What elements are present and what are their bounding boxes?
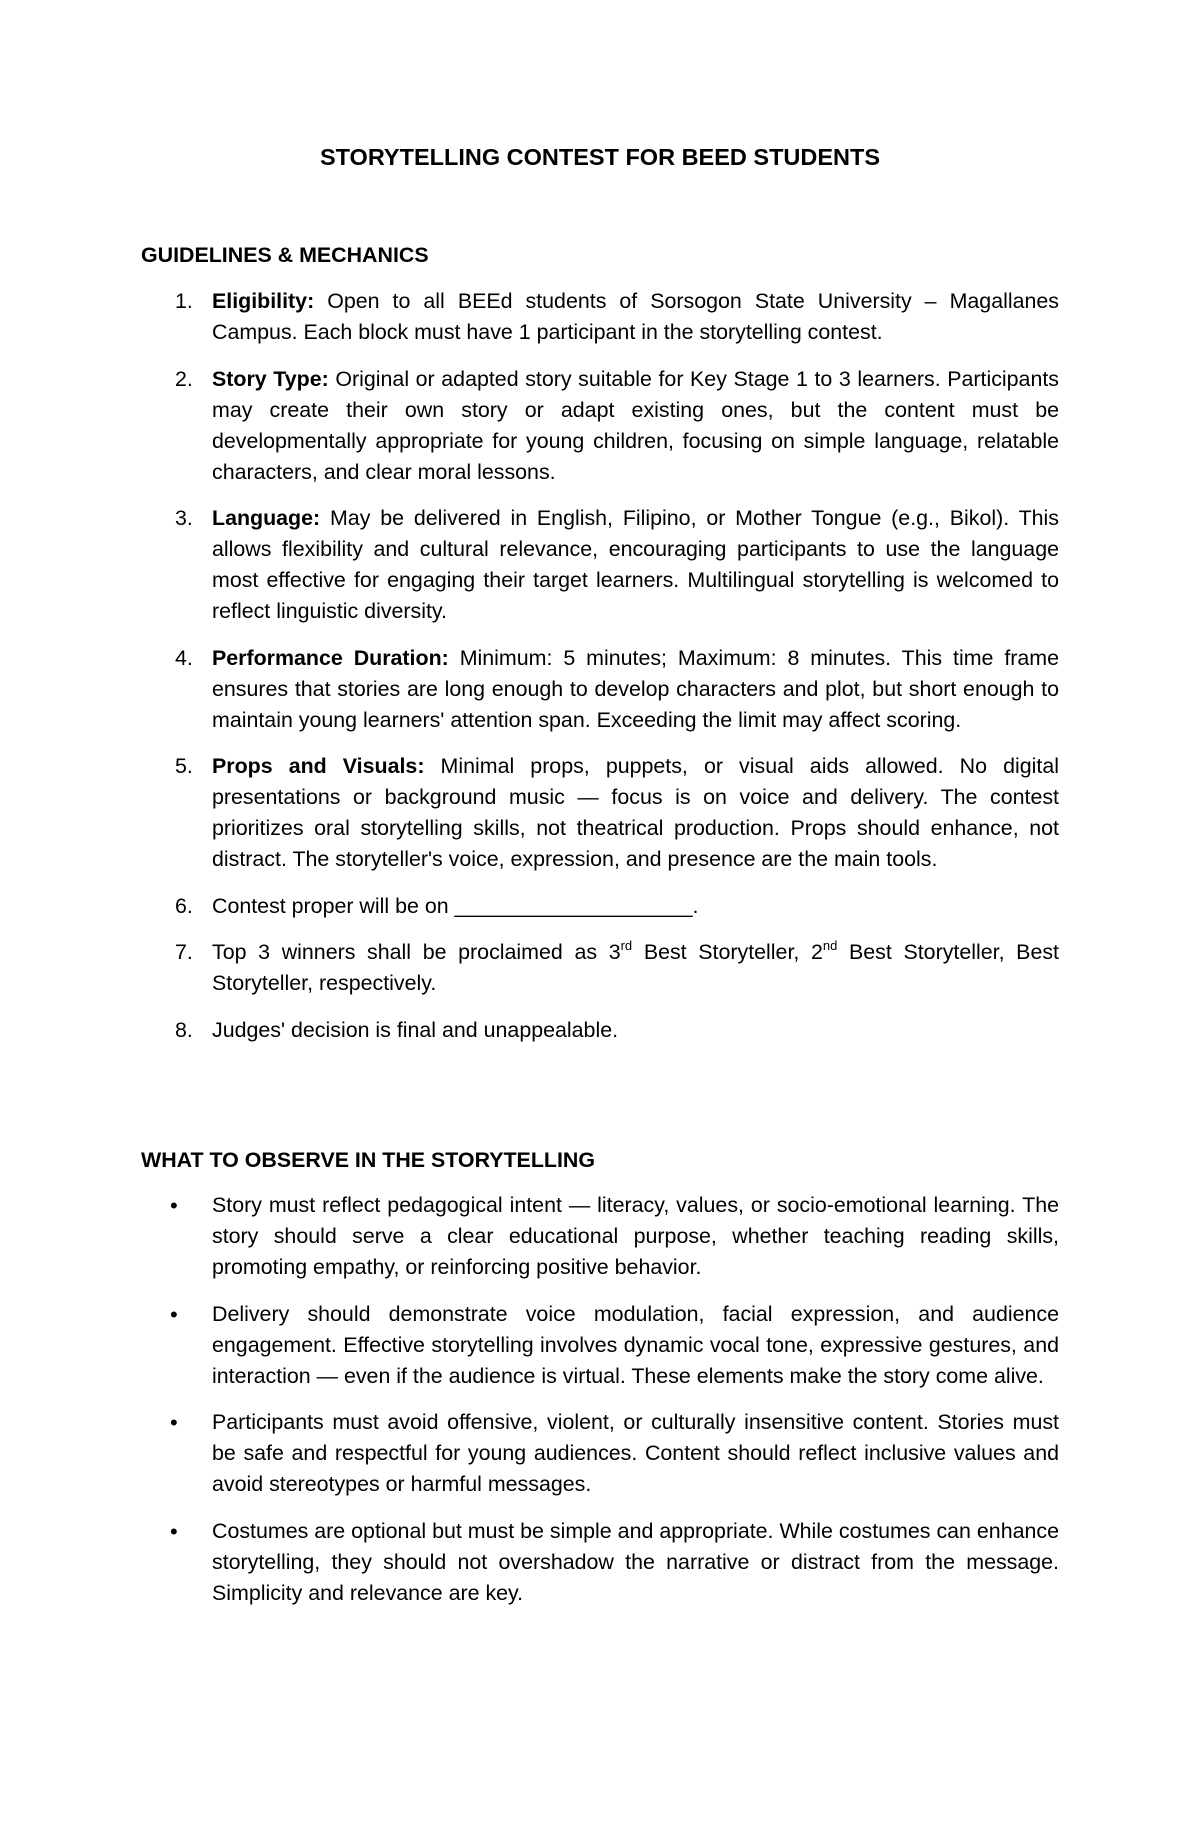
bullet-icon: • <box>170 1301 178 1327</box>
list-number: 5. <box>175 754 193 778</box>
observe-item-costumes <box>141 1516 1059 1609</box>
guideline-item-judges-decision <box>141 1015 1059 1046</box>
guideline-item-contest-date <box>141 891 1059 922</box>
bullet-icon: • <box>170 1410 178 1435</box>
observe-heading: WHAT TO OBSERVE IN THE STORYTELLING <box>141 1148 595 1172</box>
guideline-text: Minimum: 5 minutes; Maximum: 8 minutes. This time frame ensures that stories are long enough to develop characters and plot, but short enough to maintain young learners' attention span. Exceeding the limit may affect scoring. <box>212 645 1060 732</box>
guideline-label: Props and Visuals: <box>212 754 425 778</box>
guideline-item-props-and-visuals <box>141 751 1059 875</box>
guideline-text: Open to all BEEd students of Sorsogon State University – Magallanes Campus. Each block must have 1 participant in the storytelling contest. <box>212 289 1059 344</box>
observe-item-delivery <box>141 1299 1059 1392</box>
list-number: 1. <box>175 289 193 313</box>
guideline-text-part: Top 3 winners shall be proclaimed as 3 <box>212 940 621 964</box>
list-number: 7. <box>175 940 193 964</box>
guideline-label: Language: <box>212 506 321 530</box>
guideline-text-part: Best Storyteller, Best Storyteller, respectively. <box>212 940 1059 995</box>
list-number: 6. <box>175 893 193 918</box>
guideline-label: Eligibility: <box>212 289 315 313</box>
observe-text: Costumes are optional but must be simple and appropriate. While costumes can enhance storytelling, they should not overshadow the narrative or distract from the message. Simplicity and relevance are key. <box>212 1518 1059 1605</box>
bullet-icon: • <box>170 1193 178 1218</box>
guideline-item-performance-duration <box>141 643 1059 736</box>
guideline-text: Contest proper will be on ____________________. <box>212 893 699 918</box>
observe-text: Story must reflect pedagogical intent — literacy, values, or socio-emotional learning. The story should serve a clear educational purpose, whether teaching reading skills, promoting empathy, or reinforcing positive behavior. <box>212 1193 1059 1279</box>
ordinal-suffix: rd <box>620 937 633 953</box>
guideline-label: Performance Duration: <box>212 645 449 670</box>
guideline-item-story-type <box>141 364 1059 488</box>
observe-item-pedagogical-intent <box>141 1190 1059 1283</box>
guidelines-list <box>141 286 1059 1061</box>
list-number: 3. <box>175 506 193 530</box>
guideline-label: Story Type: <box>212 366 329 391</box>
guideline-text: Minimal props, puppets, or visual aids allowed. No digital presentations or background music — focus is on voice and delivery. The contest prioritizes oral storytelling skills, not theatrical production. Props should enhance, not distract. The storyteller's voice, expression, and presence are the main tools. <box>212 754 1059 871</box>
bullet-icon: • <box>170 1518 178 1544</box>
guideline-text: May be delivered in English, Filipino, or Mother Tongue (e.g., Bikol). This allows flexibility and cultural relevance, encouraging participants to use the language most effective for engaging their target learners. Multilingual storytelling is welcomed to reflect linguistic diversity. <box>212 506 1060 623</box>
list-number: 4. <box>175 645 193 670</box>
list-number: 2. <box>175 366 193 391</box>
guideline-item-winners <box>141 937 1059 999</box>
list-number: 8. <box>175 1017 193 1042</box>
guideline-item-eligibility <box>141 286 1059 348</box>
guideline-text: Original or adapted story suitable for Key Stage 1 to 3 learners. Participants may create their own story or adapt existing ones, but the content must be developmentally appropriate for young children, focusing on simple language, relatable characters, and clear moral lessons. <box>212 366 1059 484</box>
guideline-text-part: Best Storyteller, 2 <box>632 940 823 964</box>
guideline-item-language <box>141 503 1059 627</box>
observe-text: Participants must avoid offensive, violent, or culturally insensitive content. Stories must be safe and respectful for young audiences. Content should reflect inclusive values and avoid stereotypes or harmful messages. <box>212 1410 1059 1496</box>
guidelines-heading: GUIDELINES & MECHANICS <box>141 243 429 267</box>
observe-text: Delivery should demonstrate voice modulation, facial expression, and audience engagement. Effective storytelling involves dynamic vocal tone, expressive gestures, and interaction — even if the audience is virtual. These elements make the story come alive. <box>212 1301 1059 1388</box>
ordinal-suffix: nd <box>822 937 838 953</box>
document-title: STORYTELLING CONTEST FOR BEED STUDENTS <box>319 144 881 170</box>
observe-list <box>141 1190 1059 1624</box>
observe-item-content-safety <box>141 1407 1059 1500</box>
guideline-text: Judges' decision is final and unappealable. <box>212 1017 619 1042</box>
